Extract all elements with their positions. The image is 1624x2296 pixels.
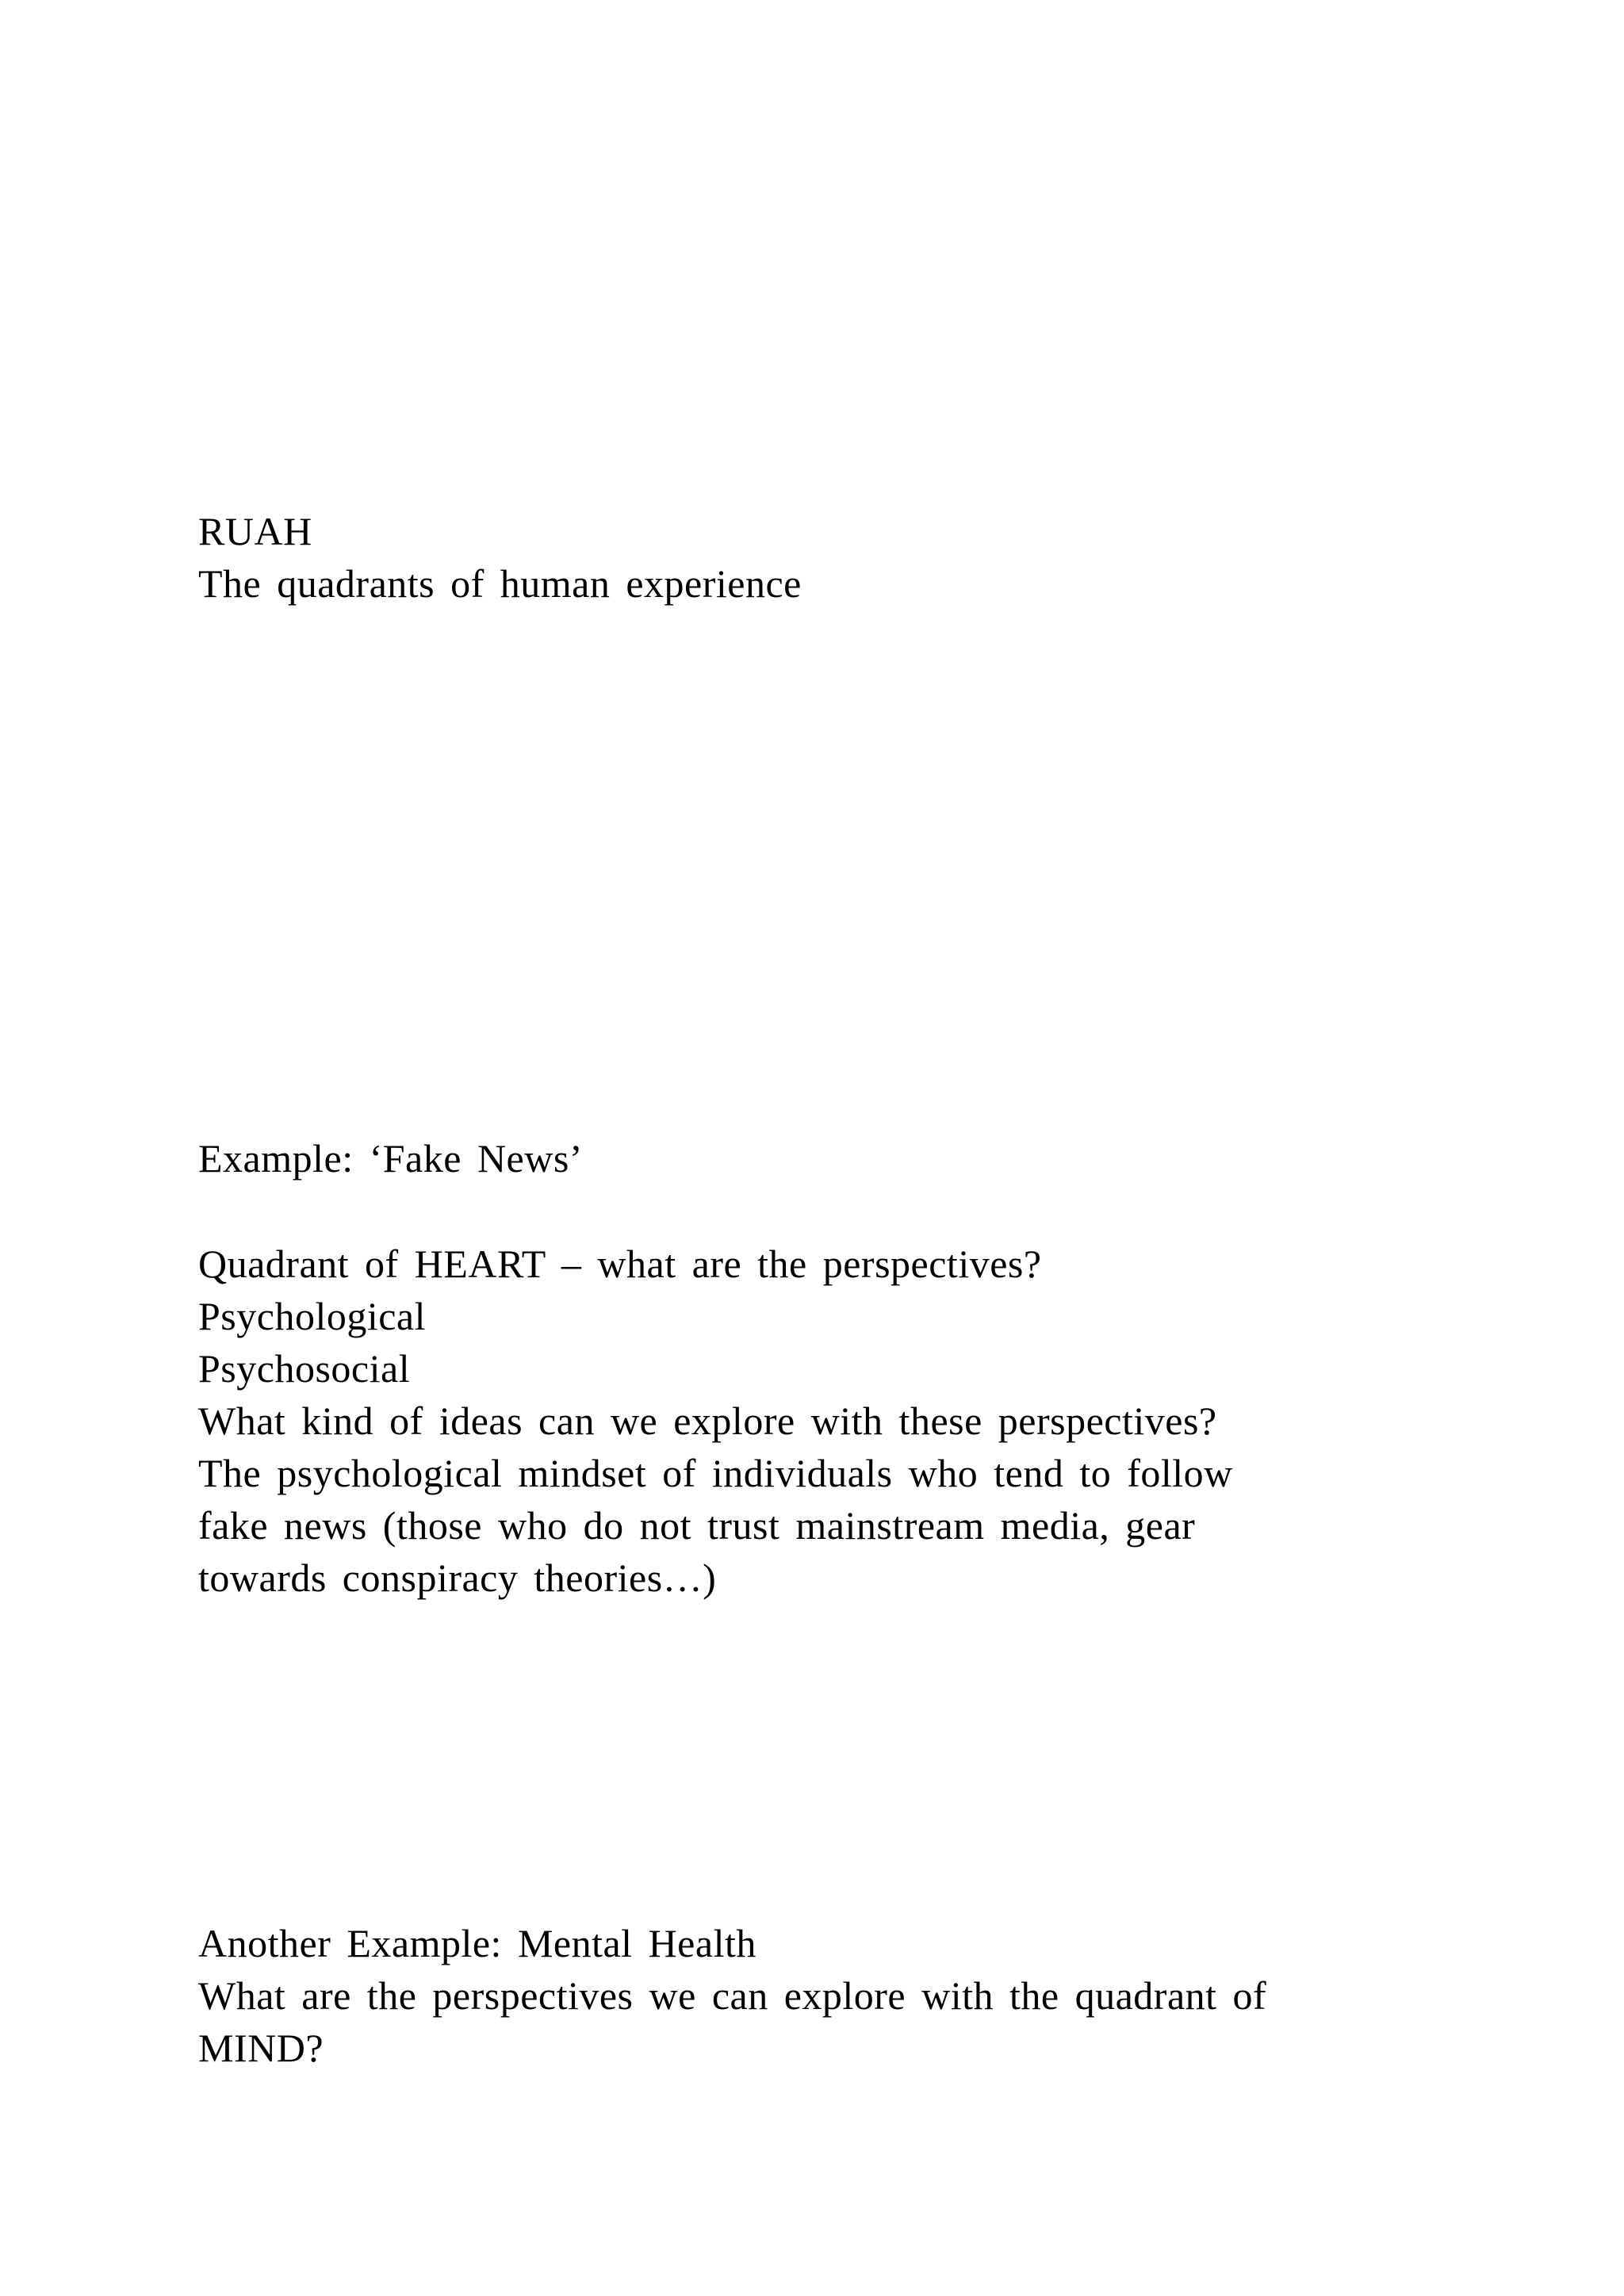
ideas-line: fake news (those who do not trust mainstream media, gear: [198, 1503, 1196, 1548]
document-subtitle: The quadrants of human experience: [198, 561, 802, 606]
mind-question-line: What are the perspectives we can explore with the quadrant of: [198, 1973, 1267, 2018]
mind-question-line: MIND?: [198, 2026, 324, 2070]
document-title: RUAH: [198, 509, 312, 553]
ideas-question: What kind of ideas can we explore with these perspectives?: [198, 1399, 1217, 1443]
ideas-line: towards conspiracy theories…): [198, 1556, 717, 1600]
perspective-item: Psychological: [198, 1294, 427, 1338]
mental-health-heading: Another Example: Mental Health: [198, 1921, 756, 1965]
example-block: [198, 1132, 1467, 1184]
mental-health-section: [198, 1917, 1467, 2074]
ideas-line: The psychological mindset of individuals who tend to follow: [198, 1451, 1233, 1495]
perspective-item: Psychosocial: [198, 1346, 411, 1391]
example-heading: Example: ‘Fake News’: [198, 1136, 583, 1181]
heart-question: Quadrant of HEART – what are the perspectives?: [198, 1242, 1042, 1286]
title-block: [198, 505, 1467, 610]
heart-section: [198, 1238, 1467, 1604]
